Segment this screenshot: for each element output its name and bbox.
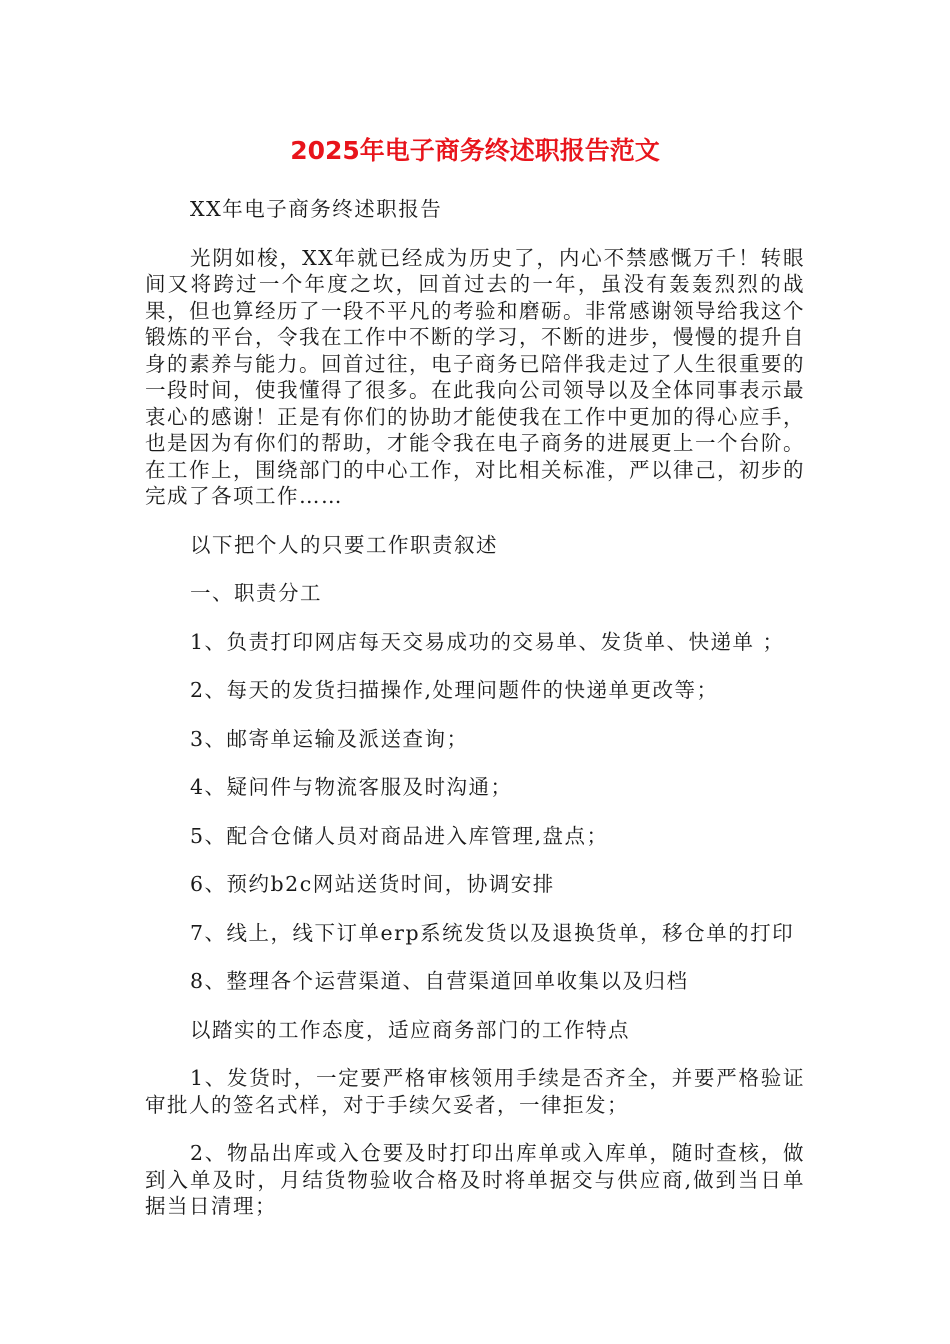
duty-item-7: 7、线上，线下订单erp系统发货以及退换货单，移仓单的打印 [190,920,795,945]
document-body [145,196,805,1242]
duty-item-3: 3、邮寄单运输及派送查询； [190,726,469,751]
duty-item-4: 4、疑问件与物流客服及时沟通； [190,775,513,799]
attitude-heading: 以踏实的工作态度，适应商务部门的工作特点 [190,1017,630,1042]
attitude-item-2: 2、物品出库或入仓要及时打印出库单或入库单，随时查核，做到入单及时，月结货物验收合格及时将单据交与供应商,做到当日单据当日清理； [145,1141,805,1218]
duty-item-1: 1、负责打印网店每天交易成功的交易单、发货单、快递单 ； [190,629,785,654]
document-title: 2025年电子商务终述职报告范文 [290,136,660,165]
report-heading: XX年电子商务终述职报告 [190,197,443,221]
intro-paragraph: 光阴如梭，XX年就已经成为历史了，内心不禁感慨万千！转眼间又将跨过一个年度之坎，回首过去的一年，虽没有轰轰烈烈的战果，但也算经历了一段不平凡的考验和磨砺。非常感谢领导给我这个锻炼的平台，令我在工作中不断的学习，不断的进步，慢慢的提升自身的素养与能力。回首过往，电子商务已陪伴我走过了人生很重要的一段时间，使我懂得了很多。在此我向公司领导以及全体同事表示最衷心的感谢！正是有你们的协助才能使我在工作中更加的得心应手，也是因为有你们的帮助，才能令我在电子商务的进展更上一个台阶。在工作上，围绕部门的中心工作，对比相关标准，严以律己，初步的完成了各项工作…… [145,245,805,508]
duty-item-8: 8、整理各个运营渠道、自营渠道回单收集以及归档 [190,969,689,993]
section-heading-duties: 一、职责分工 [190,581,322,605]
duties-intro: 以下把个人的只要工作职责叙述 [190,532,498,557]
duty-item-2: 2、每天的发货扫描操作,处理问题件的快递单更改等； [190,678,719,702]
duty-item-5: 5、配合仓储人员对商品进入库管理,盘点； [190,823,609,848]
duty-item-6: 6、预约b2c网站送货时间，协调安排 [190,872,555,896]
attitude-item-1: 1、发货时，一定要严格审核领用手续是否齐全，并要严格验证审批人的签名式样，对于手续欠妥者，一律拒发； [145,1066,805,1117]
